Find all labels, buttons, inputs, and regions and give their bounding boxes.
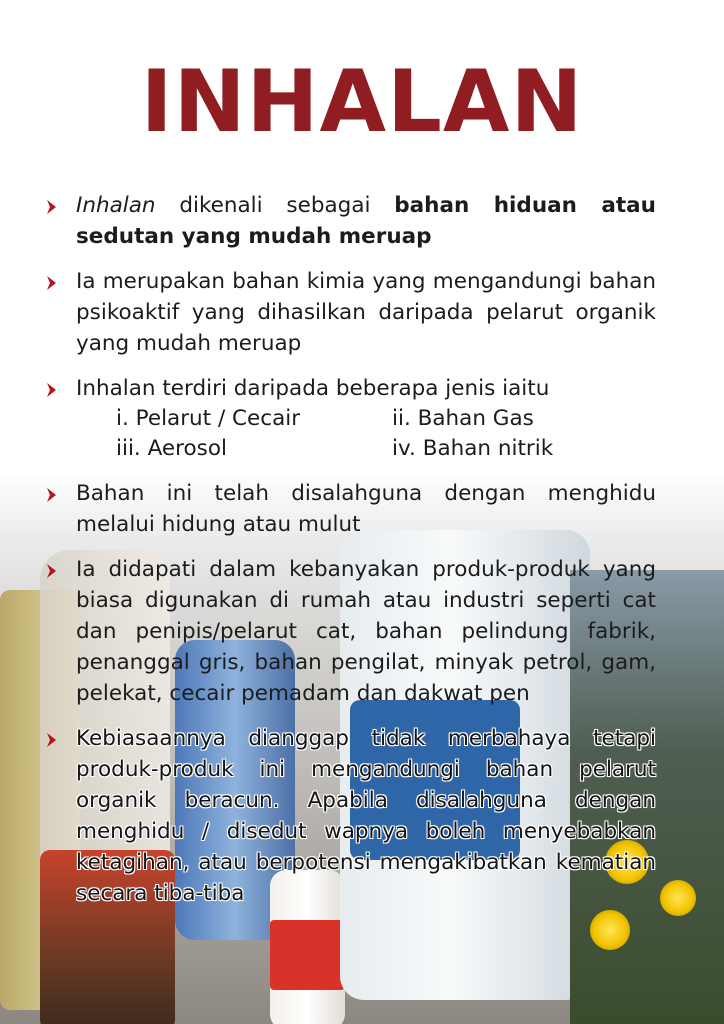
item-text: dikenali sebagai <box>155 193 395 218</box>
flower-icon <box>660 880 696 916</box>
item-text: Ia didapati dalam kebanyakan produk-produk yang biasa digunakan di rumah atau industri seperti cat dan penipis/pelarut cat, bahan pelindung fabrik, penanggal gris, bahan pengilat, minyak petrol, gam, pelekat, cecair pemadam dan dakwat pen <box>76 557 656 706</box>
type-item: iv. Bahan nitrik <box>392 436 554 461</box>
list-item <box>44 554 656 709</box>
item-bold-text: bahan hiduan atau sedutan yang mudah meruap <box>76 193 656 249</box>
term-italic: Inhalan <box>76 193 156 218</box>
small-glue-label <box>270 920 345 990</box>
type-item: ii. Bahan Gas <box>392 406 534 431</box>
chevron-right-icon <box>44 382 60 398</box>
item-text: Inhalan terdiri daripada beberapa jenis iaitu <box>76 376 550 401</box>
list-item <box>44 373 656 464</box>
item-text: Bahan ini telah disalahguna dengan menghidu melalui hidung atau mulut <box>76 481 656 537</box>
chevron-right-icon <box>44 563 60 579</box>
list-item <box>44 266 656 359</box>
list-item <box>44 478 656 540</box>
type-item: iii. Aerosol <box>116 436 227 461</box>
page-title: INHALAN <box>140 52 584 152</box>
inhalant-types <box>116 404 656 464</box>
chevron-right-icon <box>44 199 60 215</box>
type-item: i. Pelarut / Cecair <box>116 406 301 431</box>
chevron-right-icon <box>44 487 60 503</box>
chevron-right-icon <box>44 732 60 748</box>
list-item <box>44 190 656 252</box>
bullet-list <box>44 190 656 923</box>
chevron-right-icon <box>44 275 60 291</box>
item-text: Ia merupakan bahan kimia yang mengandungi bahan psikoaktif yang dihasilkan daripada pelarut organik yang mudah meruap <box>76 269 656 356</box>
list-item <box>44 723 656 909</box>
item-text: Kebiasaannya dianggap tidak merbahaya tetapi produk-produk ini mengandungi bahan pelarut organik beracun. Apabila disalahguna dengan menghidu / disedut wapnya boleh menyebabkan ketagihan, atau berpotensi mengakibatkan kematian secara tiba-tiba <box>76 726 656 906</box>
